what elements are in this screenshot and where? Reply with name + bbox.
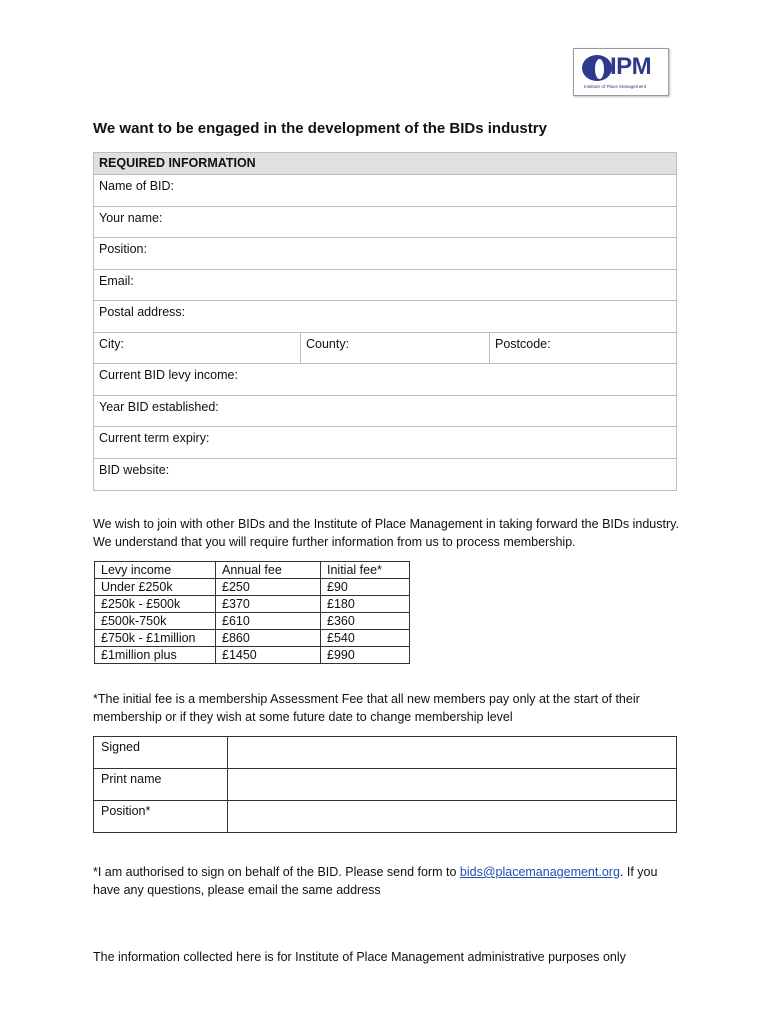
annual-fee-cell: £860	[216, 630, 321, 647]
initial-fee-cell: £360	[321, 613, 410, 630]
authorised-note	[93, 863, 683, 899]
required-information-header: REQUIRED INFORMATION	[94, 153, 676, 175]
levy-cell: £1million plus	[95, 647, 216, 664]
position-label: Position:	[99, 242, 147, 256]
county-field[interactable]	[301, 333, 490, 364]
signature-position-field[interactable]	[228, 801, 677, 833]
contact-email-link[interactable]: bids@placemanagement.org	[459, 865, 620, 879]
levy-income-label: Current BID levy income:	[99, 368, 238, 382]
ipm-logo	[573, 48, 669, 96]
initial-fee-cell: £990	[321, 647, 410, 664]
annual-fee-cell: £370	[216, 596, 321, 613]
postal-address-label: Postal address:	[99, 305, 186, 319]
annual-fee-cell: £250	[216, 579, 321, 596]
term-expiry-label: Current term expiry:	[99, 431, 210, 445]
address-details-row	[94, 333, 676, 365]
city-field[interactable]	[94, 333, 301, 364]
bid-website-field[interactable]	[94, 459, 676, 491]
print-name-field[interactable]	[228, 769, 677, 801]
bid-name-field[interactable]	[94, 175, 676, 207]
signature-position-row	[94, 801, 677, 833]
levy-cell: £750k - £1million	[95, 630, 216, 647]
annual-fee-cell: £1450	[216, 647, 321, 664]
position-field[interactable]	[94, 238, 676, 270]
initial-fee-cell: £180	[321, 596, 410, 613]
authorised-note-text: *I am authorised to sign on behalf of the BID. Please send form to	[93, 865, 460, 879]
your-name-label: Your name:	[99, 210, 163, 225]
page-title: We want to be engaged in the development of the BIDs industry	[93, 120, 547, 137]
initial-fee-cell: £90	[321, 579, 410, 596]
city-label: City:	[99, 336, 124, 351]
bid-website-label: BID website:	[99, 462, 170, 477]
table-row	[95, 579, 410, 596]
postcode-label: Postcode:	[495, 336, 551, 351]
print-name-label: Print name	[94, 769, 228, 801]
annual-fee-cell: £610	[216, 613, 321, 630]
signed-row	[94, 737, 677, 769]
ipm-logo-subtitle: Institute of Place Management	[584, 84, 647, 89]
fees-table-header-row	[95, 562, 410, 579]
authorised-note-text-end: . If you have any questions, please email the same address	[93, 865, 658, 897]
your-name-field[interactable]	[94, 207, 676, 239]
print-name-row	[94, 769, 677, 801]
postcode-field[interactable]	[490, 333, 676, 364]
year-established-label: Year BID established:	[99, 399, 219, 414]
county-label: County:	[306, 336, 350, 351]
intro-paragraph: We wish to join with other BIDs and the Institute of Place Management in taking forward the BIDs industry. We understand that you will require further information from us to process membership.	[93, 517, 679, 549]
ipm-logo-text: IPM	[610, 53, 652, 80]
levy-cell: £500k-750k	[95, 613, 216, 630]
signed-field[interactable]	[228, 737, 677, 769]
year-established-field[interactable]	[94, 396, 676, 428]
table-row	[95, 647, 410, 664]
table-row	[95, 596, 410, 613]
ipm-logo-mark	[582, 55, 612, 81]
email-label: Email:	[99, 273, 134, 288]
fee-note: *The initial fee is a membership Assessment Fee that all new members pay only at the start of their membership or if they wish at some future date to change membership level	[93, 692, 640, 724]
postal-address-field[interactable]	[94, 301, 676, 333]
fees-header-annual: Annual fee	[216, 562, 321, 579]
fees-header-levy: Levy income	[95, 562, 216, 579]
table-row	[95, 613, 410, 630]
levy-income-field[interactable]	[94, 364, 676, 396]
levy-cell: Under £250k	[95, 579, 216, 596]
bid-name-label: Name of BID:	[99, 179, 175, 193]
term-expiry-field[interactable]	[94, 427, 676, 459]
fees-header-initial: Initial fee*	[321, 562, 410, 579]
table-row	[95, 630, 410, 647]
email-field[interactable]	[94, 270, 676, 302]
initial-fee-cell: £540	[321, 630, 410, 647]
footer-note: The information collected here is for Institute of Place Management administrative purposes only	[93, 950, 626, 964]
levy-cell: £250k - £500k	[95, 596, 216, 613]
required-information-table	[93, 152, 677, 491]
fees-table	[94, 561, 410, 664]
signed-label: Signed	[94, 737, 228, 769]
signature-position-label: Position*	[94, 801, 228, 833]
signature-table	[93, 736, 677, 833]
